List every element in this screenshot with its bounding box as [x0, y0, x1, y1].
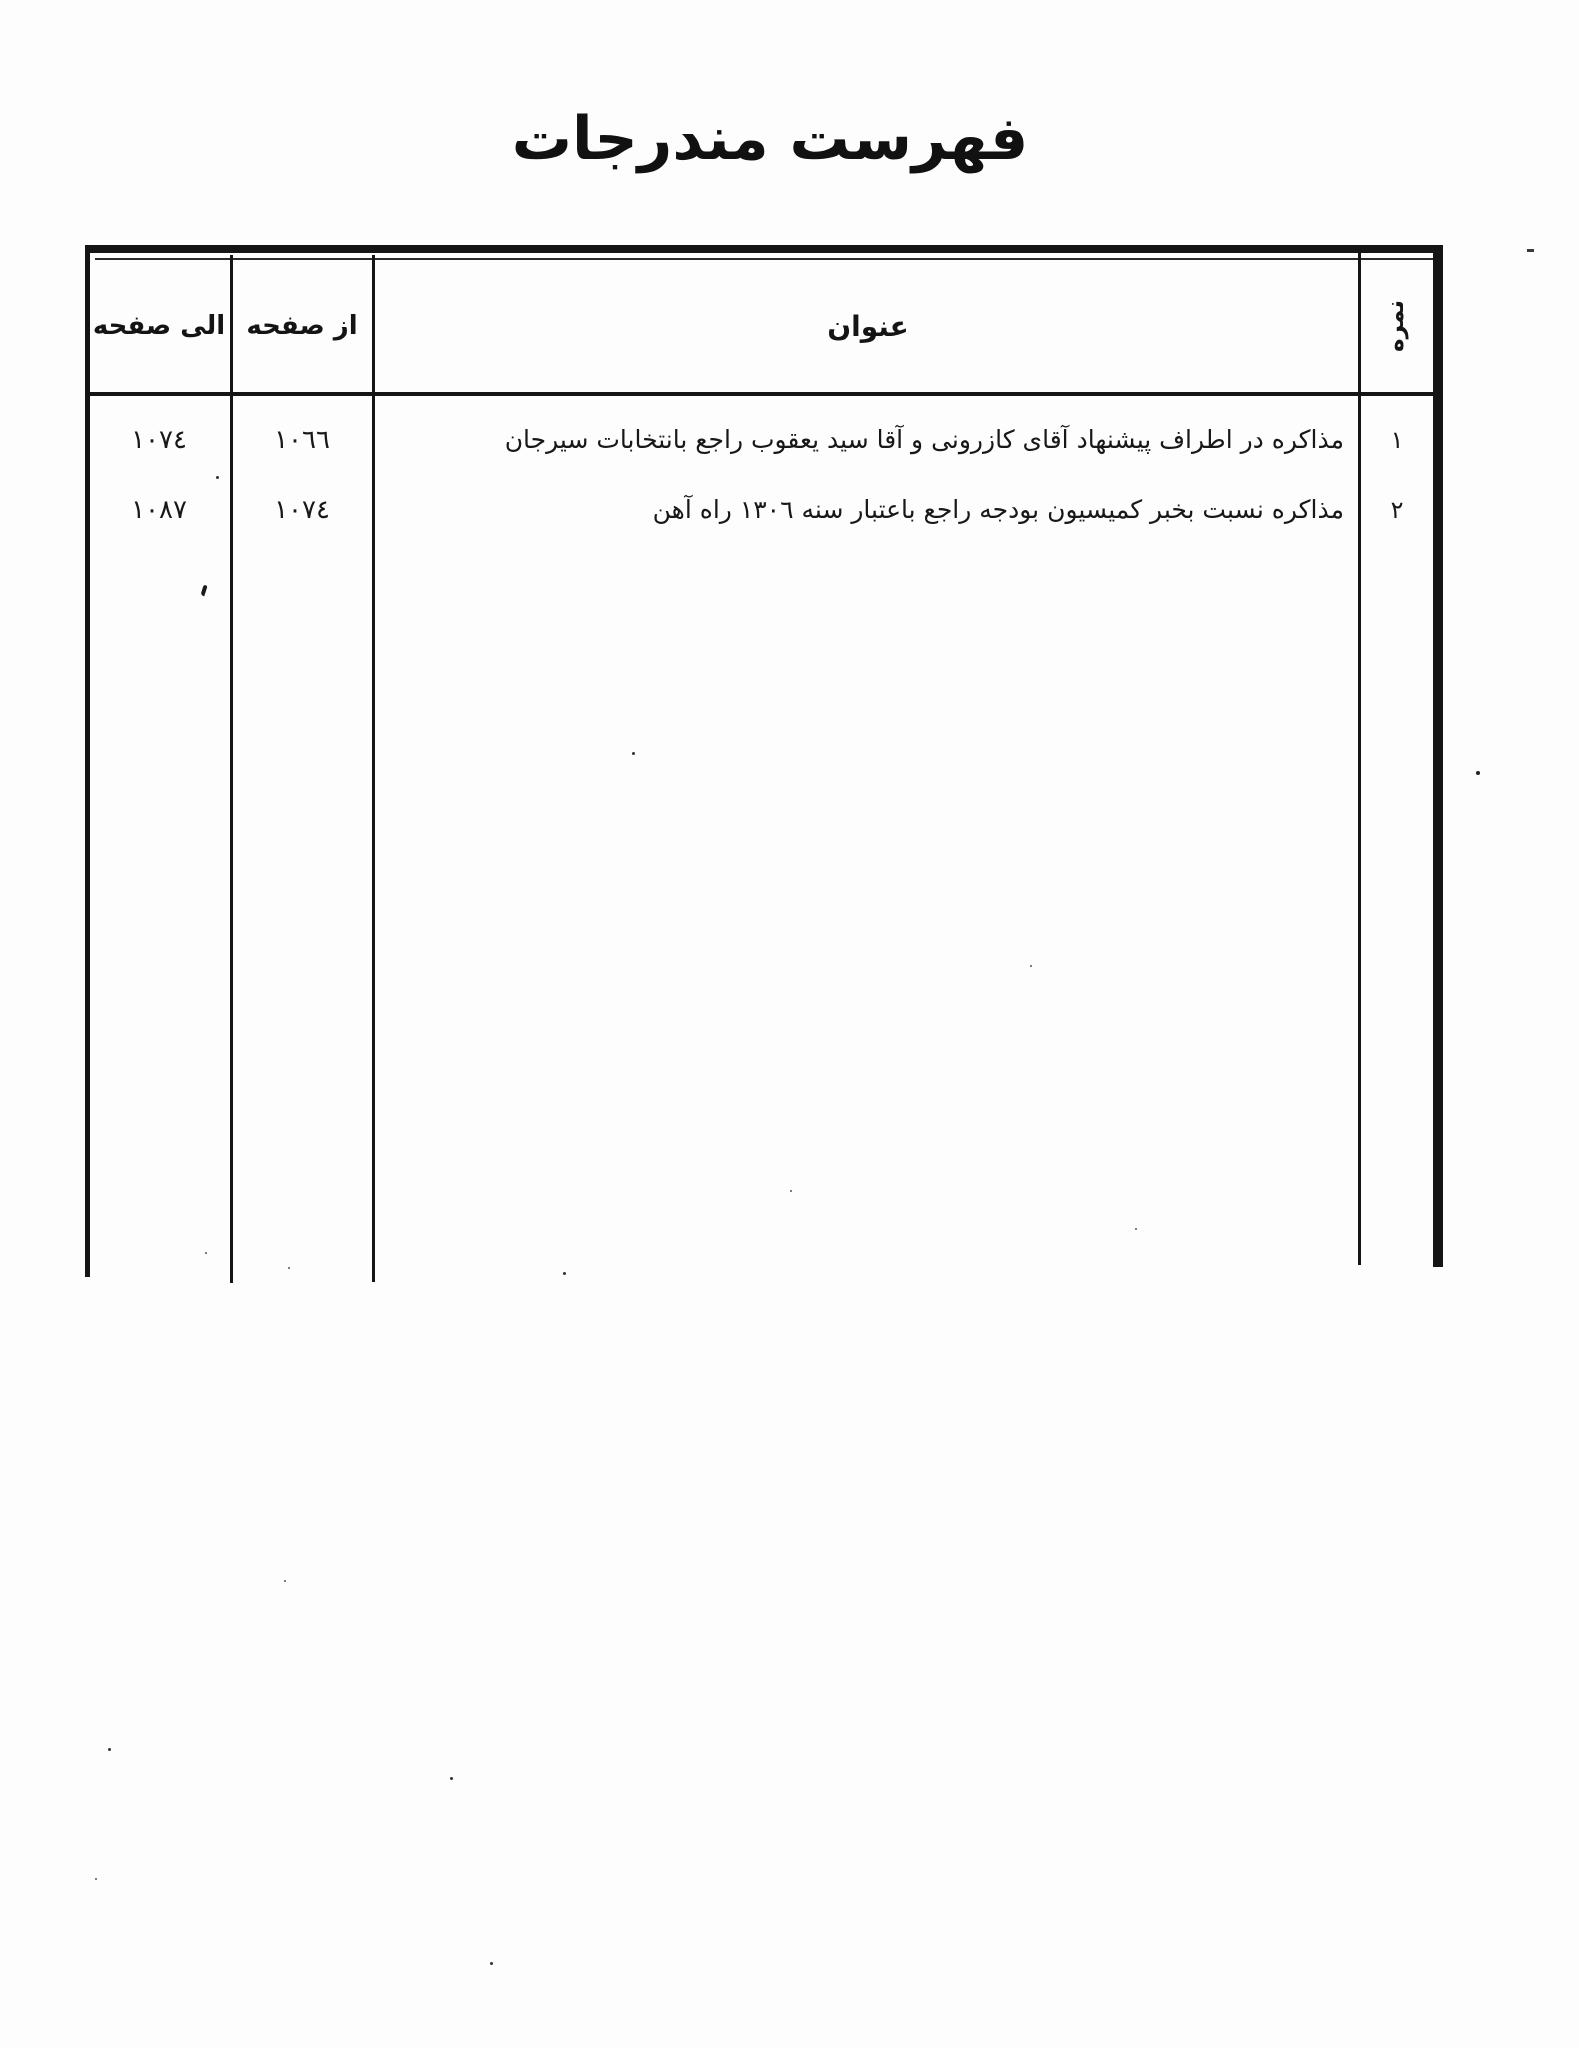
row-from-page: ١٠٦٦	[274, 424, 330, 455]
row-title: مذاکره نسبت بخبر کمیسیون بودجه راجع باعتبار سنه ١٣٠٦ راه آهن	[652, 495, 1344, 524]
scan-speck	[450, 1777, 453, 1780]
row-to-page: ١٠٧٤	[131, 424, 187, 455]
page-title: فهرست مندرجات	[511, 104, 1029, 174]
row-number: ١	[1390, 425, 1404, 454]
scan-speck	[1527, 249, 1534, 252]
table-top-inner-border	[95, 258, 1435, 260]
header-bottom-rule	[87, 392, 1443, 396]
contents-table	[85, 245, 1443, 1280]
scan-speck	[1135, 1228, 1137, 1230]
header-title: عنوان	[827, 309, 909, 343]
header-to-page: الی صفحه	[92, 311, 226, 341]
scan-speck	[284, 1580, 286, 1582]
row-to-page: ١٠٨٧	[131, 494, 187, 525]
scan-speck	[108, 1748, 111, 1751]
scan-speck	[205, 1252, 207, 1254]
table-row	[85, 467, 1443, 552]
scan-speck	[790, 1190, 792, 1192]
scan-speck	[288, 1267, 290, 1269]
scan-speck	[95, 1878, 97, 1880]
row-title: مذاکره در اطراف پیشنهاد آقای کازرونی و آقا سید یعقوب راجع بانتخابات سیرجان	[504, 425, 1344, 454]
row-from-page: ١٠٧٤	[274, 494, 330, 525]
header-from-page: از صفحه	[246, 311, 358, 341]
scan-speck	[563, 1272, 566, 1275]
scan-speck	[490, 1962, 493, 1965]
header-number	[1361, 263, 1431, 389]
scan-speck	[216, 476, 219, 479]
scan-speck	[632, 752, 635, 755]
table-top-border	[85, 245, 1443, 253]
header-number-label: نمره	[1382, 300, 1409, 352]
scan-speck	[1476, 771, 1480, 775]
scan-speck	[1030, 965, 1032, 967]
row-number: ٢	[1390, 495, 1404, 524]
